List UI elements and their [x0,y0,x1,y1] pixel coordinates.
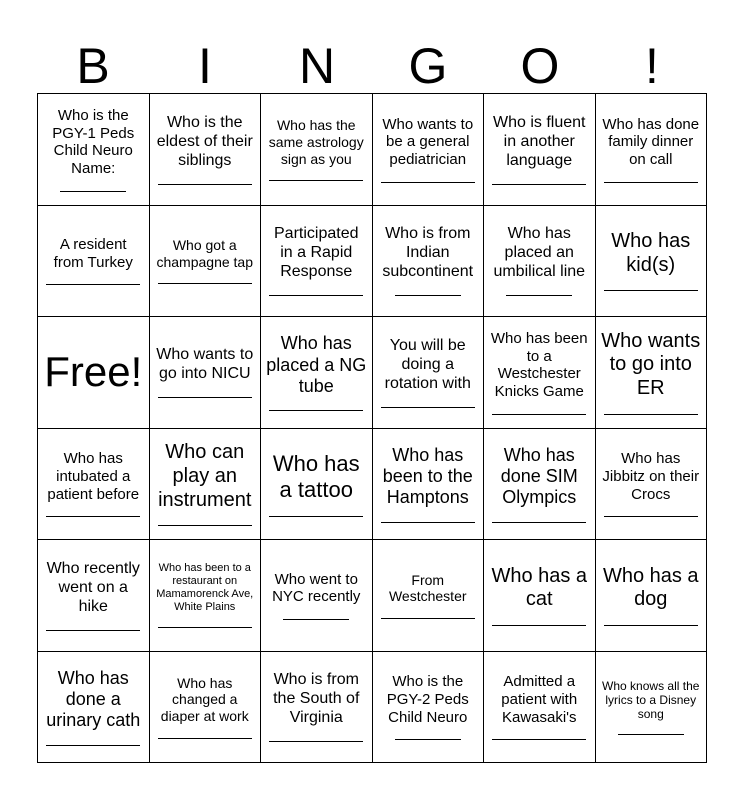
answer-line [395,739,461,740]
cell-text: Who has Jibbitz on their Crocs [602,450,700,503]
answer-line [158,525,252,526]
answer-line [46,630,140,631]
header-letter-exclamation: ! [645,38,659,94]
cell-text: Who has placed a NG tube [266,333,367,396]
answer-line [492,625,586,626]
bingo-cell[interactable] [261,317,373,429]
bingo-cell[interactable] [596,540,708,652]
cell-text: Who has placed an umbilical line [493,225,586,281]
answer-line [492,739,586,740]
bingo-cell[interactable] [261,652,373,764]
cell-text: Who is the PGY-2 Peds Child Neuro [386,673,469,726]
cell-text: Who has a dog [602,564,699,611]
bingo-cell[interactable] [596,429,708,541]
bingo-cell[interactable] [373,540,485,652]
cell-text: Who is from the South of Virginia [273,671,360,727]
bingo-cell[interactable] [484,540,596,652]
answer-line [381,182,475,183]
cell-text: Who knows all the lyrics to a Disney song [602,678,700,721]
cell-text: Who has been to a restaurant on Mamamorenck Ave, White Plains [156,562,254,614]
bingo-cell[interactable] [261,94,373,206]
bingo-cell[interactable] [596,317,708,429]
answer-line [506,295,572,296]
answer-line [158,627,252,628]
bingo-cell[interactable] [38,206,150,318]
answer-line [492,184,586,185]
cell-text: Who has changed a diaper at work [160,674,249,724]
answer-line [492,414,586,415]
answer-line [60,191,126,192]
answer-line [604,516,698,517]
cell-text: A resident from Turkey [53,236,133,271]
cell-text: Participated in a Rapid Response [274,225,359,281]
bingo-cell[interactable] [596,652,708,764]
cell-text: From Westchester [388,571,467,605]
answer-line [604,182,698,183]
cell-text: Who wants to go into NICU [156,346,254,383]
bingo-cell[interactable] [150,206,262,318]
bingo-cell[interactable] [150,94,262,206]
cell-text: Who can play an instrument [158,441,252,511]
cell-text: Who has been to a Westchester Knicks Game [490,329,588,400]
bingo-cell[interactable] [38,429,150,541]
answer-line [46,745,140,746]
cell-text: Who got a champagne tap [156,237,254,270]
bingo-cell[interactable] [484,429,596,541]
answer-line [269,410,363,411]
answer-line [158,283,252,284]
bingo-cell[interactable] [150,652,262,764]
bingo-cell[interactable] [373,94,485,206]
bingo-cell[interactable] [261,540,373,652]
answer-line [158,397,252,398]
bingo-cell[interactable] [484,94,596,206]
answer-line [283,619,349,620]
bingo-cell[interactable] [373,206,485,318]
cell-text: Who wants to be a general pediatrician [382,115,474,169]
cell-text: Who has been to the Hamptons [382,444,473,508]
answer-line [46,284,140,285]
bingo-cell[interactable] [261,206,373,318]
cell-text: Who has the same astrology sign as you [268,117,364,167]
cell-text: Who has a cat [491,564,588,611]
header-letter-i: I [198,38,212,94]
answer-line [46,516,140,517]
cell-text: Who has a tattoo [272,450,360,502]
answer-line [381,522,475,523]
bingo-cell[interactable] [373,429,485,541]
answer-line [269,516,363,517]
cell-text: Who wants to go into ER [601,329,701,400]
bingo-cell[interactable] [150,317,262,429]
free-space-text: Free! [44,348,143,396]
cell-text: Who has done SIM Olympics [500,444,578,508]
bingo-cell[interactable] [596,206,708,318]
bingo-cell[interactable] [261,429,373,541]
header-letter-n: N [298,38,336,94]
header-letter-g: G [408,38,448,94]
cell-text: Who recently went on a hike [46,559,140,615]
bingo-grid [37,93,707,763]
answer-line [269,741,363,742]
bingo-cell[interactable] [150,540,262,652]
header-letter-o: O [520,38,560,94]
bingo-cell[interactable] [38,94,150,206]
bingo-cell[interactable] [373,652,485,764]
cell-text: Who has done family dinner on call [602,115,700,169]
answer-line [604,414,698,415]
answer-line [618,734,684,735]
answer-line [158,184,252,185]
answer-line [381,618,475,619]
answer-line [604,625,698,626]
bingo-cell[interactable] [596,94,708,206]
answer-line [269,295,363,296]
answer-line [492,522,586,523]
cell-text: Who has kid(s) [611,230,691,276]
header-letter-b: B [76,38,110,94]
answer-line [269,180,363,181]
bingo-cell[interactable] [38,652,150,764]
answer-line [395,295,461,296]
answer-line [381,407,475,408]
bingo-cell[interactable] [484,206,596,318]
bingo-cell[interactable] [484,652,596,764]
bingo-cell[interactable] [150,429,262,541]
cell-text: You will be doing a rotation with [384,336,471,392]
cell-text: Who has done a urinary cath [46,667,141,731]
bingo-cell-free[interactable] [38,317,150,429]
answer-line [158,738,252,739]
cell-text: Who is the PGY-1 Peds Child Neuro Name: [52,106,135,177]
cell-text: Who has intubated a patient before [47,450,140,503]
cell-text: Admitted a patient with Kawasaki's [501,673,578,726]
cell-text: Who went to NYC recently [272,570,361,606]
bingo-cell[interactable] [484,317,596,429]
answer-line [604,290,698,291]
bingo-cell[interactable] [38,540,150,652]
cell-text: Who is the eldest of their siblings [156,113,253,169]
bingo-header [37,38,708,94]
cell-text: Who is fluent in another language [493,113,586,169]
bingo-cell[interactable] [373,317,485,429]
cell-text: Who is from Indian subcontinent [382,225,474,281]
